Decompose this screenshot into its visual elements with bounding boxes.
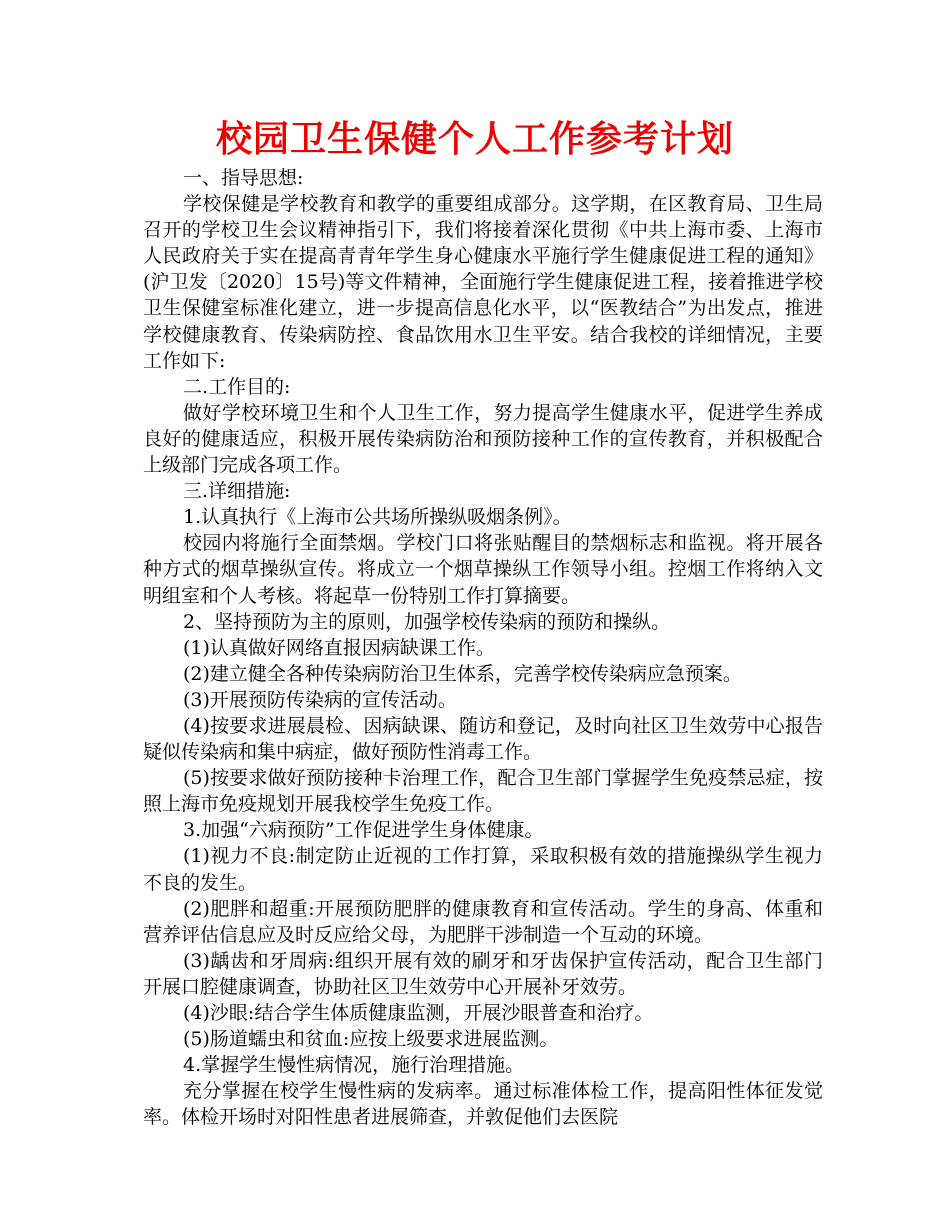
list-item: 3.加强“六病预防”工作促进学生身体健康。	[183, 819, 544, 842]
sub-list-item: (5)肠道蠕虫和贫血:应按上级要求进展监测。	[183, 1028, 559, 1051]
sub-list-item: (4)沙眼:结合学生体质健康监测，开展沙眼普查和治疗。	[183, 1002, 654, 1024]
list-item: 2、坚持预防为主的原则，加强学校传染病的预防和操纵。	[183, 610, 671, 633]
document-title: 校园卫生保健个人工作参考计划	[215, 119, 734, 160]
paragraph: 学校保健是学校教育和教学的重要组成部分。这学期，在区教育局、卫生局召开的学校卫生会议精神指引下，我们将接着深化贯彻《中共上海市委、上海市人民政府关于实在提高青青年学生身心健康水平施行学生健康促进工程的通知》(沪卫发〔2020〕15号)等文件精神，全面施行学生健康促进工程，接着推进学校卫生保健室标准化建立，进一步提高信息化水平，以“医教结合”为出发点，推进学校健康教育、传染病防控、食品饮用水卫生平安。结合我校的详细情况，主要工作如下:	[143, 193, 823, 372]
paragraph: 做好学校环境卫生和个人卫生工作，努力提高学生健康水平，促进学生养成良好的健康适应，积极开展传染病防治和预防接种工作的宣传教育，并积极配合上级部门完成各项工作。	[143, 401, 823, 477]
section-heading-work-goal: 二.工作目的:	[183, 375, 291, 398]
sub-list-item: (3)龋齿和牙周病:组织开展有效的刷牙和牙齿保护宣传活动，配合卫生部门开展口腔健康调查，协助社区卫生效劳中心开展补牙效劳。	[143, 949, 823, 998]
paragraph: 校园内将施行全面禁烟。学校门口将张贴醒目的禁烟标志和监视。将开展各种方式的烟草操纵宣传。将成立一个烟草操纵工作领导小组。控烟工作将纳入文明组室和个人考核。将起草一份特别工作打算摘要。	[143, 532, 823, 607]
sub-list-item: (1)视力不良:制定防止近视的工作打算，采取积极有效的措施操纵学生视力不良的发生。	[143, 845, 823, 894]
sub-list-item: (2)建立健全各种传染病防治卫生体系，完善学校传染病应急预案。	[183, 662, 742, 685]
paragraph: 充分掌握在校学生慢性病的发病率。通过标准体检工作，提高阳性体征发觉率。体检开场时对阳性患者进展筛查，并敦促他们去医院	[143, 1080, 823, 1129]
document-body	[143, 165, 823, 1130]
sub-list-item: (1)认真做好网络直报因病缺课工作。	[183, 636, 495, 659]
sub-list-item: (5)按要求做好预防接种卡治理工作，配合卫生部门掌握学生免疫禁忌症，按照上海市免疫规划开展我校学生免疫工作。	[143, 767, 823, 816]
sub-list-item: (4)按要求进展晨检、因病缺课、随访和登记，及时向社区卫生效劳中心报告疑似传染病和集中病症，做好预防性消毒工作。	[143, 714, 823, 764]
section-heading-measures: 三.详细措施:	[183, 480, 291, 503]
list-item: 1.认真执行《上海市公共场所操纵吸烟条例》。	[183, 506, 572, 529]
sub-list-item: (3)开展预防传染病的宣传活动。	[183, 688, 457, 711]
list-item: 4.掌握学生慢性病情况，施行治理措施。	[183, 1054, 525, 1077]
section-heading-guiding-ideology: 一、指导思想:	[183, 167, 304, 189]
sub-list-item: (2)肥胖和超重:开展预防肥胖的健康教育和宣传活动。学生的身高、体重和营养评估信息应及时反应给父母，为肥胖干涉制造一个互动的环境。	[143, 897, 823, 946]
